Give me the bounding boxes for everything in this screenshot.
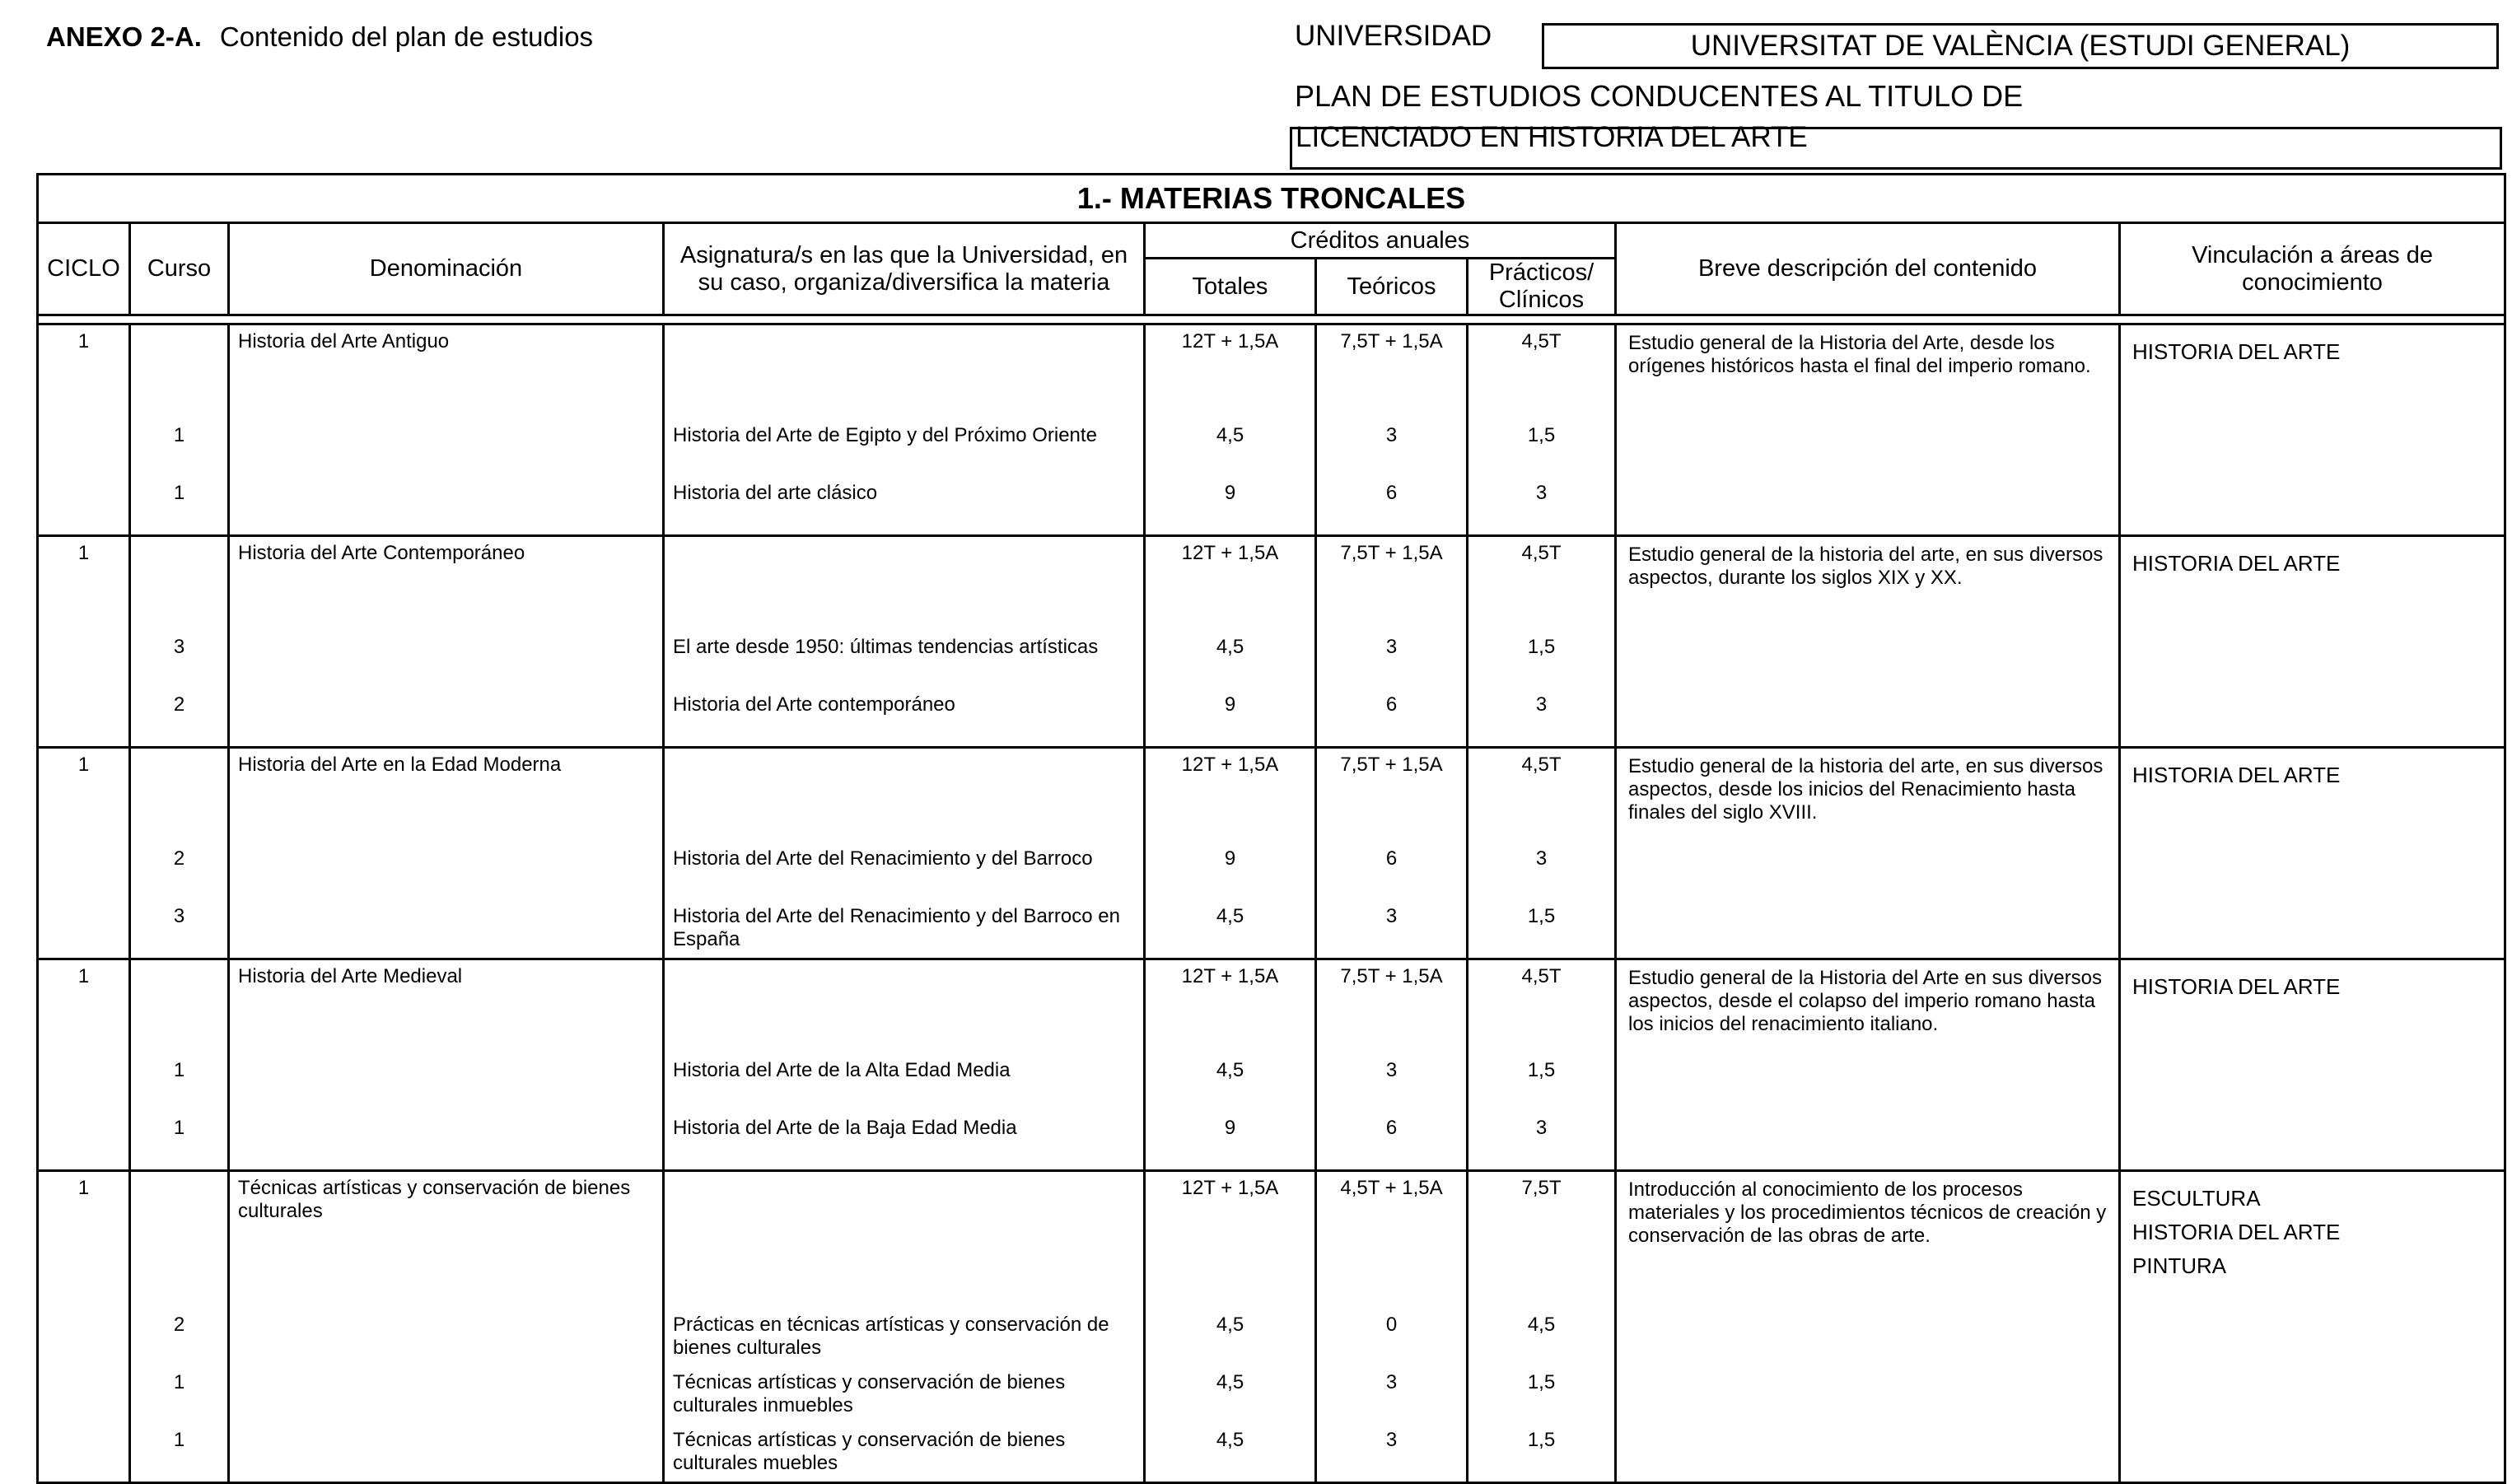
subject-curso: 1 <box>173 424 185 446</box>
subject-practicos: 1,5 <box>1527 1429 1556 1451</box>
group-teoricos: 7,5T + 1,5A <box>1340 965 1443 987</box>
subject-totales: 9 <box>1224 1117 1236 1139</box>
group-totales: 12T + 1,5A <box>1181 965 1279 987</box>
subject-totales: 4,5 <box>1216 1314 1244 1336</box>
subject-practicos: 3 <box>1535 693 1548 716</box>
subject-practicos: 1,5 <box>1527 905 1556 927</box>
subject-asignatura: Historia del Arte de la Baja Edad Media <box>673 1117 1017 1139</box>
group-practicos: 7,5T <box>1521 1177 1562 1199</box>
subject-practicos: 1,5 <box>1527 1371 1556 1393</box>
group-totales: 12T + 1,5A <box>1181 1177 1279 1199</box>
subject-teoricos: 3 <box>1385 1429 1398 1451</box>
col-header-descripcion: Breve descripción del contenido <box>1616 223 2120 315</box>
group-practicos: 4,5T <box>1521 542 1562 564</box>
area-item: PINTURA <box>2132 1253 2227 1278</box>
subject-curso: 2 <box>173 847 185 870</box>
area-item: HISTORIA DEL ARTE <box>2132 551 2341 576</box>
subject-practicos: 1,5 <box>1527 636 1556 658</box>
subject-teoricos: 0 <box>1385 1314 1398 1336</box>
subject-totales: 4,5 <box>1216 1371 1244 1393</box>
group-denominacion: Historia del Arte Medieval <box>238 965 463 987</box>
subject-teoricos: 6 <box>1385 847 1398 870</box>
subject-totales: 4,5 <box>1216 636 1244 658</box>
group-denominacion: Técnicas artísticas y conservación de bienes culturales <box>238 1177 631 1222</box>
subject-teoricos: 3 <box>1385 636 1398 658</box>
subject-practicos: 1,5 <box>1527 1059 1556 1081</box>
group-ciclo: 1 <box>77 1177 90 1199</box>
subject-curso: 1 <box>173 482 185 504</box>
group-totales: 12T + 1,5A <box>1181 330 1279 352</box>
col-header-practicos: Prácticos/ Clínicos <box>1468 259 1616 315</box>
group-practicos: 4,5T <box>1521 754 1562 776</box>
group-denominacion: Historia del Arte en la Edad Moderna <box>238 754 562 776</box>
group-descripcion: Estudio general de la Historia del Arte, desde los orígenes históricos hasta el final del imperio romano. <box>1628 332 2091 377</box>
subject-asignatura: Historia del Arte del Renacimiento y del Barroco <box>673 847 1093 870</box>
table-row <box>38 324 2505 536</box>
group-practicos: 4,5T <box>1521 330 1562 352</box>
group-teoricos: 4,5T + 1,5A <box>1340 1177 1443 1199</box>
degree-box: LICENCIADO EN HISTORIA DEL ARTE <box>1290 127 2502 170</box>
group-descripcion: Introducción al conocimiento de los procesos materiales y los procedimientos técnicos de creación y conservación de las obras de arte. <box>1628 1178 2107 1247</box>
col-header-ciclo: CICLO <box>38 223 130 315</box>
group-ciclo: 1 <box>77 965 90 987</box>
subject-teoricos: 3 <box>1385 905 1398 927</box>
group-ciclo: 1 <box>77 542 90 564</box>
subject-totales: 9 <box>1224 482 1236 504</box>
plan-line: PLAN DE ESTUDIOS CONDUCENTES AL TITULO DE <box>1295 79 2024 113</box>
area-item: HISTORIA DEL ARTE <box>2132 1220 2341 1244</box>
subject-teoricos: 3 <box>1385 1059 1398 1081</box>
annex-label: ANEXO 2-A. <box>46 21 202 52</box>
annex-title: Contenido del plan de estudios <box>219 21 594 52</box>
subject-teoricos: 6 <box>1385 693 1398 716</box>
table-row <box>38 1171 2505 1483</box>
subject-practicos: 1,5 <box>1527 424 1556 446</box>
subject-curso: 3 <box>173 636 185 658</box>
group-descripcion: Estudio general de la historia del arte, en sus diversos aspectos, durante los siglos XIX y XX. <box>1628 544 2103 589</box>
table-row <box>38 959 2505 1171</box>
subject-asignatura: Técnicas artísticas y conservación de bienes culturales muebles <box>673 1429 1066 1474</box>
col-header-curso: Curso <box>130 223 229 315</box>
subject-curso: 1 <box>173 1059 185 1081</box>
subject-curso: 2 <box>173 693 185 716</box>
group-teoricos: 7,5T + 1,5A <box>1340 542 1443 564</box>
area-item: HISTORIA DEL ARTE <box>2132 339 2341 364</box>
col-header-denominacion: Denominación <box>229 223 664 315</box>
university-label: UNIVERSIDAD <box>1295 20 1492 52</box>
subject-totales: 9 <box>1224 693 1236 716</box>
table-row <box>38 536 2505 748</box>
subject-asignatura: Historia del Arte del Renacimiento y del Barroco en España <box>673 905 1120 950</box>
table-title: 1.- MATERIAS TRONCALES <box>38 175 2505 223</box>
group-totales: 12T + 1,5A <box>1181 542 1279 564</box>
group-descripcion: Estudio general de la Historia del Arte en sus diversos aspectos, desde el colapso del imperio romano hasta los inicios del renacimiento italiano. <box>1628 967 2102 1035</box>
subject-teoricos: 6 <box>1385 482 1398 504</box>
group-teoricos: 7,5T + 1,5A <box>1340 330 1443 352</box>
troncales-table <box>36 173 2506 1484</box>
subject-practicos: 3 <box>1535 847 1548 870</box>
group-practicos: 4,5T <box>1521 965 1562 987</box>
subject-curso: 1 <box>173 1429 185 1451</box>
subject-totales: 9 <box>1224 847 1236 870</box>
group-ciclo: 1 <box>77 754 90 776</box>
area-item: ESCULTURA <box>2132 1186 2261 1211</box>
area-item: HISTORIA DEL ARTE <box>2132 763 2341 787</box>
subject-teoricos: 6 <box>1385 1117 1398 1139</box>
col-header-totales: Totales <box>1145 259 1316 315</box>
subject-totales: 4,5 <box>1216 1429 1244 1451</box>
subject-curso: 1 <box>173 1371 185 1393</box>
group-denominacion: Historia del Arte Contemporáneo <box>238 542 525 564</box>
table-row <box>38 748 2505 959</box>
subject-totales: 4,5 <box>1216 1059 1244 1081</box>
subject-asignatura: Técnicas artísticas y conservación de bienes culturales inmuebles <box>673 1371 1066 1416</box>
group-denominacion: Historia del Arte Antiguo <box>238 330 450 352</box>
col-header-vinculacion: Vinculación a áreas de conocimiento <box>2120 223 2505 315</box>
group-ciclo: 1 <box>77 330 90 352</box>
subject-asignatura: El arte desde 1950: últimas tendencias artísticas <box>673 636 1099 658</box>
university-name-box: UNIVERSITAT DE VALÈNCIA (ESTUDI GENERAL) <box>1542 23 2499 69</box>
subject-practicos: 3 <box>1535 482 1548 504</box>
subject-asignatura: Historia del Arte de la Alta Edad Media <box>673 1059 1011 1081</box>
table-body <box>38 324 2505 1483</box>
subject-asignatura: Historia del Arte de Egipto y del Próximo Oriente <box>673 424 1097 446</box>
subject-curso: 2 <box>173 1314 185 1336</box>
subject-teoricos: 3 <box>1385 1371 1398 1393</box>
col-header-asignaturas: Asignatura/s en las que la Universidad, en su caso, organiza/diversifica la materia <box>664 223 1145 315</box>
subject-asignatura: Prácticas en técnicas artísticas y conservación de bienes culturales <box>673 1314 1109 1359</box>
subject-practicos: 3 <box>1535 1117 1548 1139</box>
subject-totales: 4,5 <box>1216 424 1244 446</box>
subject-teoricos: 3 <box>1385 424 1398 446</box>
subject-totales: 4,5 <box>1216 905 1244 927</box>
annex-heading <box>46 21 593 53</box>
subject-asignatura: Historia del arte clásico <box>673 482 878 504</box>
group-totales: 12T + 1,5A <box>1181 754 1279 776</box>
col-header-creditos: Créditos anuales <box>1145 223 1616 259</box>
group-teoricos: 7,5T + 1,5A <box>1340 754 1443 776</box>
subject-curso: 1 <box>173 1117 185 1139</box>
subject-asignatura: Historia del Arte contemporáneo <box>673 693 955 716</box>
subject-curso: 3 <box>173 905 185 927</box>
group-descripcion: Estudio general de la historia del arte, en sus diversos aspectos, desde los inicios del Renacimiento hasta finales del siglo XVIII. <box>1628 755 2103 824</box>
col-header-teoricos: Teóricos <box>1316 259 1468 315</box>
area-item: HISTORIA DEL ARTE <box>2132 974 2341 999</box>
subject-practicos: 4,5 <box>1527 1314 1556 1336</box>
